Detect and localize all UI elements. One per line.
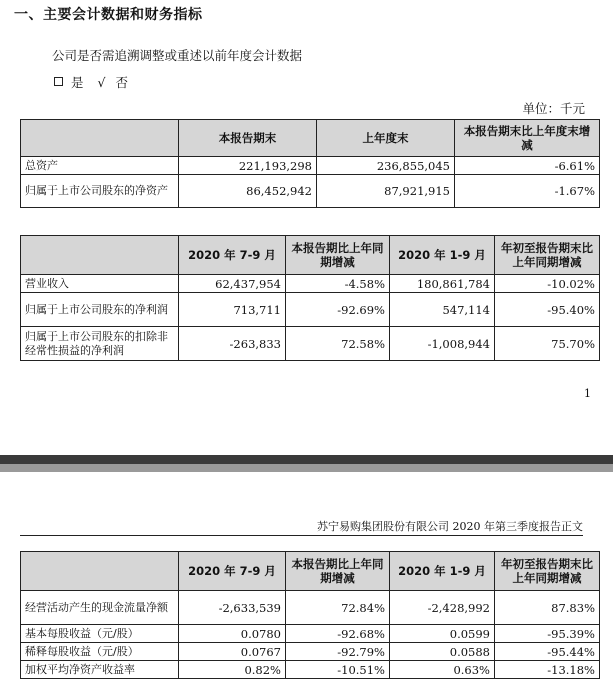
- per-share-table: [20, 551, 600, 679]
- header-cell: 2020 年 1-9 月: [390, 236, 495, 275]
- section-title: 一、主要会计数据和财务指标: [14, 7, 203, 23]
- row-label: 加权平均净资产收益率: [21, 661, 179, 679]
- value-cell: 236,855,045: [317, 157, 455, 175]
- table-row: [21, 591, 600, 625]
- value-cell: 0.0599: [390, 625, 495, 643]
- value-cell: 86,452,942: [179, 175, 317, 208]
- header-cell: 2020 年 1-9 月: [390, 552, 495, 591]
- value-cell: -92.79%: [286, 643, 390, 661]
- page-break-dark: [0, 455, 613, 464]
- value-cell: -92.69%: [286, 293, 390, 327]
- value-cell: -95.39%: [495, 625, 600, 643]
- header-cell: 本报告期末: [179, 120, 317, 157]
- table-row: [21, 661, 600, 679]
- income-table: [20, 235, 600, 361]
- header-cell: [21, 236, 179, 275]
- page-number: 1: [584, 387, 591, 400]
- row-label: 稀释每股收益（元/股）: [21, 643, 179, 661]
- value-cell: -95.44%: [495, 643, 600, 661]
- value-cell: 87.83%: [495, 591, 600, 625]
- row-label: 归属于上市公司股东的净利润: [21, 293, 179, 327]
- header-rule: [20, 535, 583, 536]
- value-cell: -263,833: [179, 327, 286, 361]
- header-cell: 年初至报告期末比上年同期增减: [495, 552, 600, 591]
- row-label: 基本每股收益（元/股）: [21, 625, 179, 643]
- no-label: 否: [115, 75, 128, 90]
- check-mark: √: [97, 75, 106, 90]
- header-cell: [21, 552, 179, 591]
- value-cell: 75.70%: [495, 327, 600, 361]
- page-break-light: [0, 464, 613, 472]
- value-cell: 221,193,298: [179, 157, 317, 175]
- table-row: [21, 293, 600, 327]
- value-cell: 0.82%: [179, 661, 286, 679]
- value-cell: 72.58%: [286, 327, 390, 361]
- value-cell: -95.40%: [495, 293, 600, 327]
- header-cell: 上年度末: [317, 120, 455, 157]
- header-cell: [21, 120, 179, 157]
- table-header-row: [21, 552, 600, 591]
- value-cell: 180,861,784: [390, 275, 495, 293]
- row-label: 营业收入: [21, 275, 179, 293]
- row-label: 归属于上市公司股东的扣除非经常性损益的净利润: [21, 327, 179, 361]
- value-cell: -1,008,944: [390, 327, 495, 361]
- value-cell: 713,711: [179, 293, 286, 327]
- header-cell: 本报告期比上年同期增减: [286, 552, 390, 591]
- value-cell: -92.68%: [286, 625, 390, 643]
- value-cell: 0.0767: [179, 643, 286, 661]
- value-cell: -2,633,539: [179, 591, 286, 625]
- table-row: [21, 157, 600, 175]
- table-row: [21, 625, 600, 643]
- balance-table: [20, 119, 600, 208]
- header-cell: 2020 年 7-9 月: [179, 552, 286, 591]
- value-cell: 0.0588: [390, 643, 495, 661]
- yes-label: 是: [71, 75, 84, 90]
- row-label: 总资产: [21, 157, 179, 175]
- value-cell: 0.63%: [390, 661, 495, 679]
- header-cell: 年初至报告期末比上年同期增减: [495, 236, 600, 275]
- value-cell: 72.84%: [286, 591, 390, 625]
- row-label: 经营活动产生的现金流量净额: [21, 591, 179, 625]
- table-header-row: [21, 120, 600, 157]
- running-header: 苏宁易购集团股份有限公司 2020 年第三季度报告正文: [317, 520, 583, 533]
- value-cell: 547,114: [390, 293, 495, 327]
- table-row: [21, 175, 600, 208]
- unit-label: 单位：千元: [522, 101, 585, 116]
- value-cell: 62,437,954: [179, 275, 286, 293]
- row-label: 归属于上市公司股东的净资产: [21, 175, 179, 208]
- header-cell: 2020 年 7-9 月: [179, 236, 286, 275]
- value-cell: -10.02%: [495, 275, 600, 293]
- value-cell: -2,428,992: [390, 591, 495, 625]
- value-cell: -6.61%: [455, 157, 600, 175]
- table-row: [21, 327, 600, 361]
- value-cell: 87,921,915: [317, 175, 455, 208]
- value-cell: -1.67%: [455, 175, 600, 208]
- value-cell: 0.0780: [179, 625, 286, 643]
- value-cell: -13.18%: [495, 661, 600, 679]
- table-row: [21, 643, 600, 661]
- value-cell: -4.58%: [286, 275, 390, 293]
- table-header-row: [21, 236, 600, 275]
- value-cell: -10.51%: [286, 661, 390, 679]
- checkbox-icon: [54, 77, 63, 86]
- table-row: [21, 275, 600, 293]
- header-cell: 本报告期比上年同期增减: [286, 236, 390, 275]
- header-cell: 本报告期末比上年度末增减: [455, 120, 600, 157]
- restatement-options: [54, 73, 128, 91]
- restatement-question: 公司是否需追溯调整或重述以前年度会计数据: [52, 48, 303, 63]
